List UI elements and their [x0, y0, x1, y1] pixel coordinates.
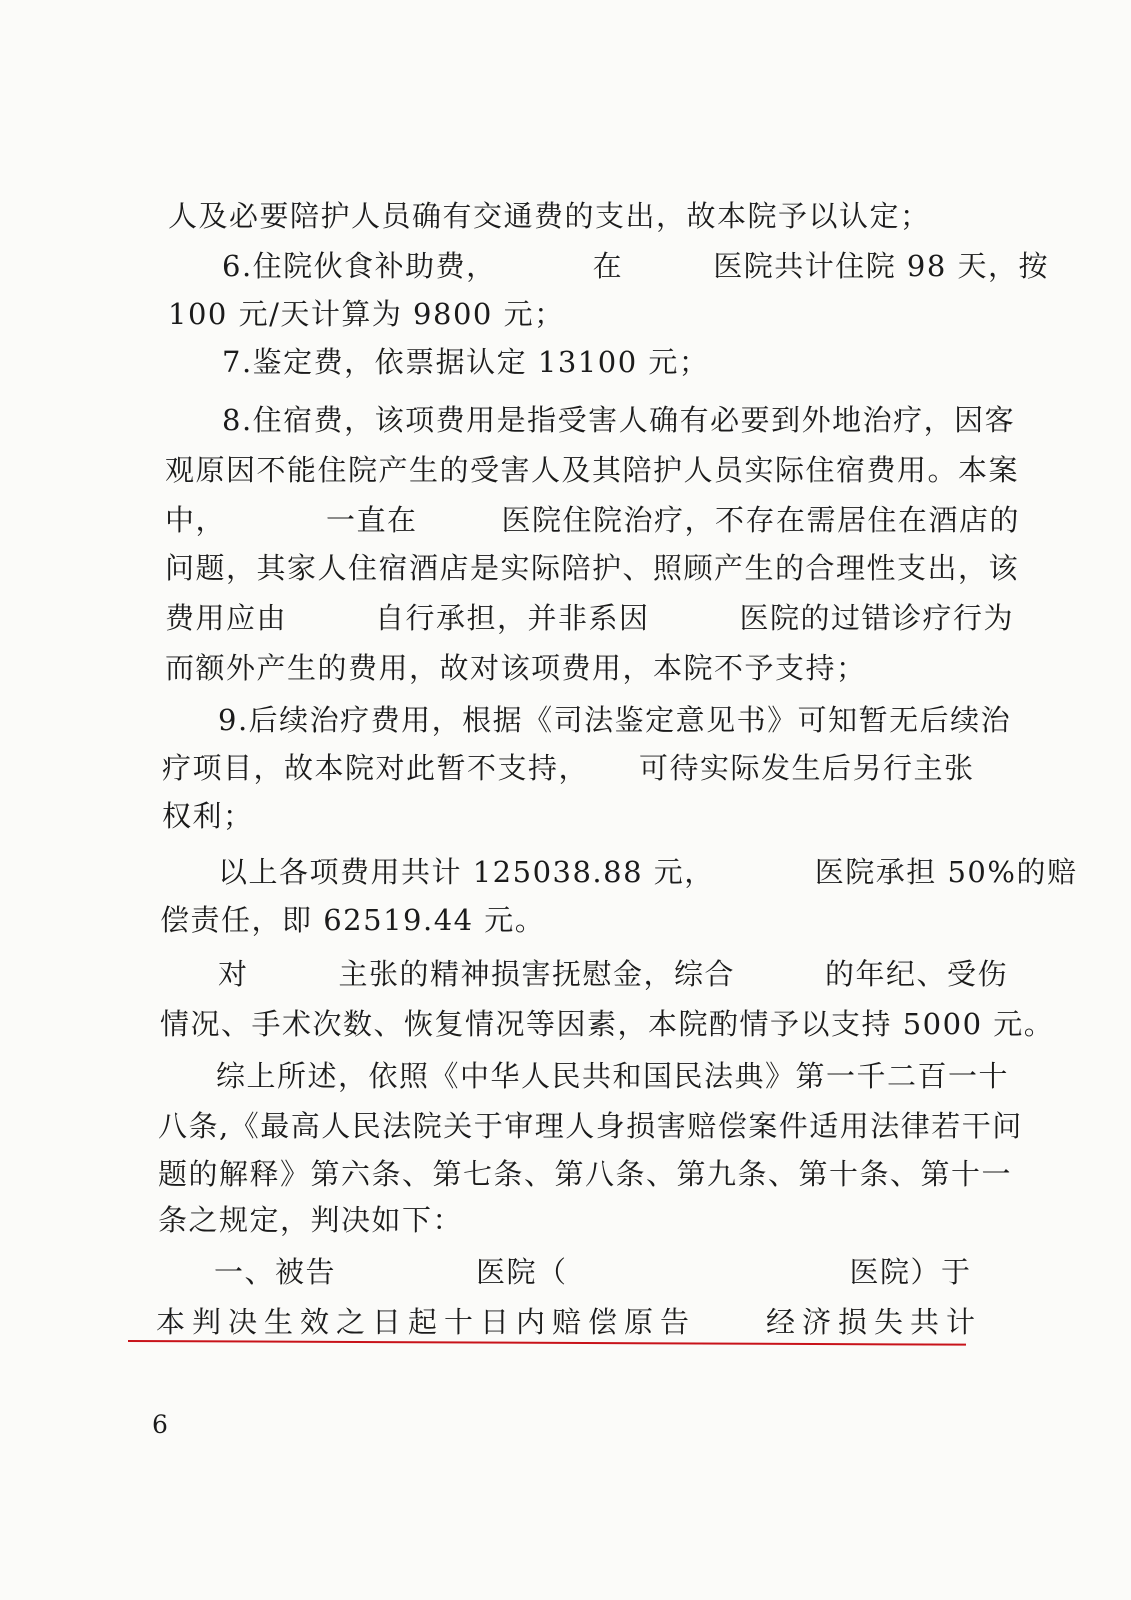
text-line: 6.住院伙食补助费， 在 医院共计住院 98 天，按 — [222, 249, 1050, 283]
text-line: 7.鉴定费，依票据认定 13100 元； — [222, 345, 710, 379]
text-line: 费用应由 自行承担，并非系因 医院的过错诊疗行为 — [165, 601, 1015, 635]
text-line: 中， 一直在 医院住院治疗，不存在需居住在酒店的 — [165, 503, 1021, 537]
text-line: 题的解释》第六条、第七条、第八条、第九条、第十条、第十一 — [158, 1157, 1013, 1191]
text-line: 问题，其家人住宿酒店是实际陪护、照顾产生的合理性支出，该 — [165, 551, 1020, 585]
text-line: 一、被告 医院（ 医院）于 — [214, 1255, 972, 1289]
text-line: 100 元/天计算为 9800 元； — [168, 297, 565, 331]
text-line: 人及必要陪护人员确有交通费的支出，故本院予以认定； — [168, 199, 931, 233]
text-line: 情况、手术次数、恢复情况等因素，本院酌情予以支持 5000 元。 — [160, 1007, 1055, 1041]
text-line: 条之规定，判决如下： — [158, 1203, 464, 1237]
text-line: 八条,《最高人民法院关于审理人身损害赔偿案件适用法律若干问 — [158, 1109, 1023, 1143]
text-line: 偿责任，即 62519.44 元。 — [160, 903, 546, 937]
text-line: 8.住宿费，该项费用是指受害人确有必要到外地治疗，因客 — [222, 403, 1016, 437]
text-line: 9.后续治疗费用，根据《司法鉴定意见书》可知暂无后续治 — [218, 703, 1012, 737]
text-line: 以上各项费用共计 125038.88 元， 医院承担 50%的赔 — [218, 855, 1078, 889]
text-line: 本判决生效之日起十日内赔偿原告 经济损失共计 — [156, 1305, 983, 1339]
text-line: 观原因不能住院产生的受害人及其陪护人员实际住宿费用。本案 — [165, 453, 1020, 487]
text-line: 对 主张的精神损害抚慰金，综合 的年纪、受伤 — [218, 957, 1009, 991]
text-line: 综上所述，依照《中华人民共和国民法典》第一千二百一十 — [216, 1059, 1010, 1093]
page-number: 6 — [152, 1410, 168, 1439]
text-line: 疗项目，故本院对此暂不支持， 可待实际发生后另行主张 — [162, 751, 975, 785]
text-line: 权利； — [162, 799, 254, 833]
text-line: 而额外产生的费用，故对该项费用，本院不予支持； — [165, 651, 867, 685]
